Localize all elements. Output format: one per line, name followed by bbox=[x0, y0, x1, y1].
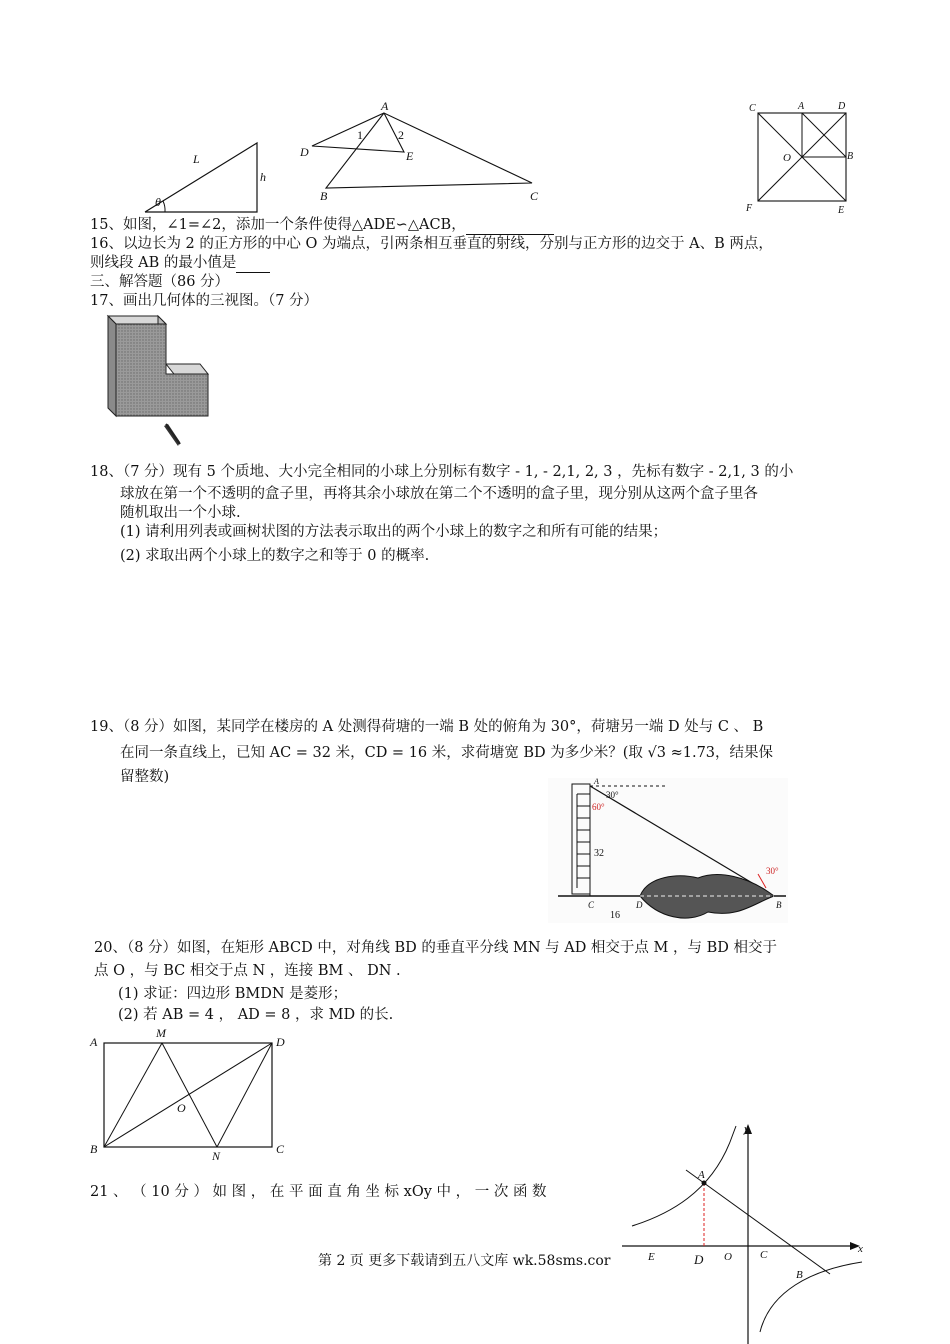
rectangle-rhombus-figure bbox=[88, 1026, 298, 1166]
svg-text:16: 16 bbox=[610, 910, 620, 921]
svg-text:30°: 30° bbox=[766, 866, 779, 876]
svg-text:D: D bbox=[276, 1035, 285, 1049]
svg-text:B: B bbox=[90, 1142, 98, 1156]
svg-text:A: A bbox=[594, 777, 599, 786]
question-21: 21 、 （ 10 分 ） 如 图 ， 在 平 面 直 角 坐 标 xOy 中 ， 一 次 函 数 bbox=[90, 1184, 547, 1200]
slope-triangle-figure bbox=[135, 135, 285, 215]
svg-text:O: O bbox=[177, 1101, 186, 1115]
label-h: h bbox=[260, 170, 266, 184]
svg-text:E: E bbox=[648, 1251, 655, 1263]
similar-triangles-figure bbox=[296, 100, 546, 210]
question-18-line3: 随机取出一个小球. bbox=[120, 505, 241, 521]
question-18-part2: (2) 求取出两个小球上的数字之和等于 0 的概率. bbox=[120, 548, 430, 564]
svg-text:F: F bbox=[746, 203, 753, 214]
svg-text:30°: 30° bbox=[606, 790, 619, 800]
svg-text:M: M bbox=[156, 1026, 166, 1040]
svg-text:A: A bbox=[90, 1035, 98, 1049]
question-18-line1: 18、（7 分）现有 5 个质地、大小完全相同的小球上分别标有数字 - 1, - 2,1, 2, 3 ，先标有数字 - 2,1, 3 的小 bbox=[90, 464, 794, 480]
svg-text:C: C bbox=[749, 103, 756, 114]
square-figure bbox=[745, 97, 860, 219]
label-theta: θ bbox=[155, 195, 161, 209]
question-18-line2: 球放在第一个不透明的盒子里，再将其余小球放在第二个不透明的盒子里，现分别从这两个盒子里各 bbox=[120, 486, 758, 502]
coordinate-graph-figure bbox=[620, 1122, 870, 1344]
question-19-line2: 在同一条直线上，已知 AC = 32 米，CD = 16 米，求荷塘宽 BD 为多少米？(取 √3 ≈1.73，结果保 bbox=[120, 745, 774, 761]
question-20-line2: 点 O ，与 BC 相交于点 N ，连接 BM 、 DN . bbox=[94, 963, 401, 979]
building-pond-figure bbox=[548, 778, 788, 923]
svg-text:1: 1 bbox=[357, 128, 363, 142]
section-heading: 三、解答题（86 分） bbox=[90, 274, 230, 290]
question-15: 15、如图，∠1=∠2，添加一个条件使得△ADE∽△ACB， bbox=[90, 216, 554, 235]
svg-text:E: E bbox=[406, 149, 414, 163]
svg-text:A: A bbox=[381, 99, 389, 113]
question-16-line1: 16、以边长为 2 的正方形的中心 O 为端点，引两条相互垂直的射线，分别与正方形的边交于 A、B 两点， bbox=[90, 236, 773, 252]
svg-text:B: B bbox=[796, 1269, 803, 1281]
question-18-part1: (1) 请利用列表或画树状图的方法表示取出的两个小球上的数字之和所有可能的结果； bbox=[120, 524, 668, 540]
svg-text:B: B bbox=[776, 900, 782, 910]
page-footer: 第 2 页 更多下载请到五八文库 wk.58sms.cor bbox=[318, 1253, 611, 1269]
svg-text:E: E bbox=[838, 205, 845, 216]
question-20-part2: (2) 若 AB = 4 ， AD = 8 ，求 MD 的长. bbox=[118, 1007, 394, 1023]
svg-text:A: A bbox=[698, 1169, 705, 1181]
question-19-line1: 19、（8 分）如图，某同学在楼房的 A 处测得荷塘的一端 B 处的俯角为 30°，荷塘另一端 D 处与 C 、 B bbox=[90, 719, 764, 735]
svg-text:y: y bbox=[744, 1123, 749, 1135]
svg-text:C: C bbox=[588, 900, 595, 910]
question-20-part1: (1) 求证：四边形 BMDN 是菱形； bbox=[118, 986, 348, 1002]
svg-text:C: C bbox=[530, 189, 539, 203]
svg-text:32: 32 bbox=[594, 848, 604, 859]
question-19-line3: 留整数) bbox=[120, 769, 170, 785]
svg-text:D: D bbox=[636, 900, 643, 910]
svg-text:O: O bbox=[783, 152, 791, 164]
svg-text:O: O bbox=[724, 1251, 732, 1263]
label-L: L bbox=[193, 152, 200, 166]
svg-text:60°: 60° bbox=[592, 802, 605, 812]
svg-text:C: C bbox=[276, 1142, 285, 1156]
svg-text:A: A bbox=[798, 101, 805, 112]
question-20-line1: 20、（8 分）如图，在矩形 ABCD 中，对角线 BD 的垂直平分线 MN 与 AD 相交于点 M ，与 BD 相交于 bbox=[94, 940, 777, 956]
svg-text:D: D bbox=[694, 1252, 704, 1267]
svg-text:x: x bbox=[858, 1243, 863, 1255]
svg-text:D: D bbox=[838, 101, 846, 112]
svg-text:2: 2 bbox=[398, 128, 404, 142]
svg-text:C: C bbox=[760, 1249, 768, 1261]
svg-text:B: B bbox=[847, 151, 854, 162]
l-shaped-solid-figure bbox=[100, 312, 220, 452]
svg-text:B: B bbox=[320, 189, 328, 203]
svg-text:D: D bbox=[300, 145, 309, 159]
question-16-line2: 则线段 AB 的最小值是 bbox=[90, 254, 270, 273]
question-17: 17、画出几何体的三视图。（7 分） bbox=[90, 293, 319, 309]
svg-text:N: N bbox=[212, 1149, 221, 1163]
